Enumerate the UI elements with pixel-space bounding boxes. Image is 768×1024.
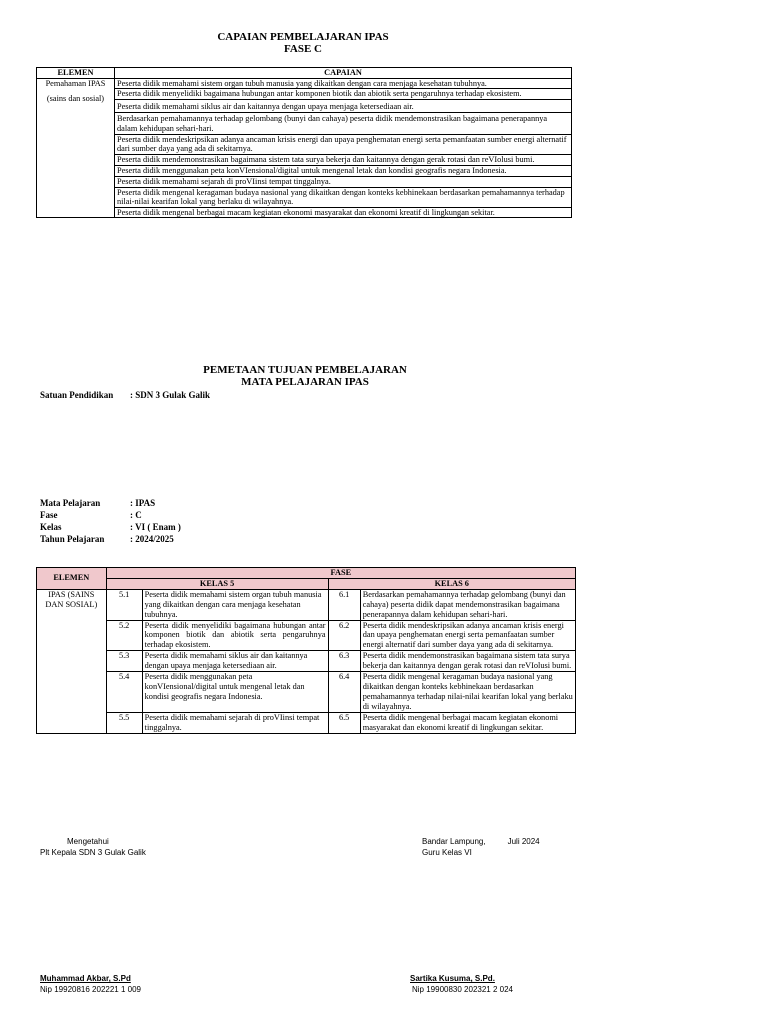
tp-text-kelas6: Peserta didik mendeskripsikan adanya ancaman krisis energi dan upaya penghematan energi serta pemanfaatan sumber energi alternatif dari sumber daya yang ada di sekitarnya. [360,620,575,651]
capaian-elemen-line1: Pemahaman IPAS [45,78,106,88]
capaian-header-row [37,68,572,79]
satuan-value: : SDN 3 Gulak Galik [130,390,211,400]
pemetaan-header-kelas5: KELAS 5 [106,578,328,589]
left-signature-header [67,836,109,847]
pemetaan-title-line1: PEMETAAN TUJUAN PEMBELAJARAN [203,364,407,376]
pemetaan-title-line2: MATA PELAJARAN IPAS [241,376,369,388]
satuan-pendidikan [40,389,210,401]
capaian-title-line1: CAPAIAN PEMBELAJARAN IPAS [217,31,389,43]
capaian-cell: Peserta didik mengenal keragaman budaya nasional yang dikaitkan dengan konteks kebhinekaan berdasarkan pemahamannya terhadap nilai-nilai kearifan lokal yang berlaku di wilayahnya. [115,187,572,207]
pemetaan-elemen-cell: IPAS (SAINS DAN SOSIAL) [37,589,107,733]
tp-text-kelas5: Peserta didik menyelidiki bagaimana hubungan antar komponen biotik dan abiotik serta pengaruhnya terhadap ekosistem. [142,620,328,651]
capaian-cell: Peserta didik memahami sistem organ tubuh manusia yang dikaitkan dengan cara menjaga kesehatan tubuhnya. [115,78,572,89]
capaian-title-line2: FASE C [284,43,322,55]
info-label: Kelas [40,522,62,532]
tp-number-kelas5: 5.3 [106,651,142,672]
tp-number-kelas6: 6.2 [328,620,360,651]
capaian-row [37,113,572,134]
tp-number-kelas6: 6.3 [328,651,360,672]
tp-text-kelas5: Peserta didik menggunakan peta konVIensional/digital untuk mengenal letak dan kondisi geografis negara Indonesia. [142,672,328,713]
tp-text-kelas5: Peserta didik memahami sistem organ tubuh manusia yang dikaitkan dengan cara menjaga kesehatan tubuhnya. [142,589,328,620]
tp-text-kelas6: Peserta didik mengenal berbagai macam kegiatan ekonomi masyarakat dan ekonomi kreatif di lingkungan sekitar. [360,712,575,733]
tp-number-kelas5: 5.1 [106,589,142,620]
pemetaan-table [36,567,576,734]
pemetaan-title [150,364,460,388]
right-sig-line2: Guru Kelas VI [422,848,472,857]
capaian-header-capaian: CAPAIAN [115,68,572,79]
right-sig-nip: Nip 19900830 202321 2 024 [412,985,513,994]
pemetaan-header-kelas-row [37,578,576,589]
left-signature-role [40,847,146,858]
tp-text-kelas6: Peserta didik mengenal keragaman budaya nasional yang dikaitkan dengan konteks kebhinekaan berdasarkan pemahamannya terhadap nilai-nilai kearifan lokal yang berlaku di wilayahnya. [360,672,575,713]
capaian-cell: Peserta didik memahami sejarah di proVIinsi tempat tinggalnya. [115,176,572,187]
info-value: : VI ( Enam ) [130,522,181,532]
tp-number-kelas5: 5.2 [106,620,142,651]
capaian-cell: Berdasarkan pemahamannya terhadap gelombang (bunyi dan cahaya) peserta didik mendemonstrasikan bagaimana penerapannya dalam kehidupan sehari-hari. [115,113,572,134]
capaian-title [150,31,456,55]
info-row-kelas [40,521,181,533]
pemetaan-header-row [37,568,576,579]
info-label: Fase [40,510,58,520]
capaian-cell: Peserta didik memahami siklus air dan kaitannya dengan upaya menjaga ketersediaan air. [115,99,572,113]
capaian-cell: Peserta didik menyelidiki bagaimana hubungan antar komponen biotik dan abiotik serta pengaruhnya terhadap ekosistem. [115,89,572,100]
left-sig-line2: Plt Kepala SDN 3 Gulak Galik [40,848,146,857]
tp-number-kelas6: 6.5 [328,712,360,733]
tp-text-kelas6: Berdasarkan pemahamannya terhadap gelombang (bunyi dan cahaya) peserta didik dapat mendemonstrasikan bagaimana penerapannya dalam kehidupan sehari-hari. [360,589,575,620]
tp-text-kelas5: Peserta didik memahami sejarah di proVIinsi tempat tinggalnya. [142,712,328,733]
capaian-header-elemen: ELEMEN [37,68,115,79]
pemetaan-header-fase: FASE [106,568,575,579]
right-signature-block [410,973,513,995]
tp-number-kelas6: 6.1 [328,589,360,620]
capaian-row [37,154,572,166]
info-row-tahun [40,533,181,545]
capaian-row [37,187,572,207]
right-sig-place: Bandar Lampung, [422,837,486,846]
info-value: : C [130,510,142,520]
tp-number-kelas5: 5.4 [106,672,142,713]
capaian-row [37,207,572,218]
capaian-cell: Peserta didik menggunakan peta konVIensional/digital untuk mengenal letak dan kondisi geografis negara Indonesia. [115,166,572,177]
info-label: Tahun Pelajaran [40,534,105,544]
left-signature-block [40,973,141,995]
info-block [40,497,181,545]
capaian-row [37,166,572,177]
info-row-mapel [40,497,181,509]
right-sig-name: Sartika Kusuma, S.Pd. [410,974,495,983]
pemetaan-row [37,620,576,651]
info-value: : 2024/2025 [130,534,174,544]
capaian-cell: Peserta didik mendemonstrasikan bagaimana sistem tata surya bekerja dan kaitannya dengan gerak rotasi dan reVIolusi bumi. [115,154,572,166]
capaian-row [37,176,572,187]
capaian-elemen-line2: (sains dan sosial) [46,94,105,104]
info-value: : IPAS [130,498,156,508]
pemetaan-row [37,651,576,672]
info-row-fase [40,509,181,521]
capaian-row [37,89,572,100]
capaian-table [36,67,572,218]
pemetaan-row [37,672,576,713]
left-sig-line1: Mengetahui [67,837,109,846]
capaian-cell: Peserta didik mendeskripsikan adanya ancaman krisis energi dan upaya penghematan energi serta pemanfaatan sumber energi alternatif dari sumber daya yang ada di sekitarnya. [115,134,572,154]
capaian-row [37,78,572,89]
tp-text-kelas5: Peserta didik memahami siklus air dan kaitannya dengan upaya menjaga ketersediaan air. [142,651,328,672]
pemetaan-header-kelas6: KELAS 6 [328,578,575,589]
capaian-elemen-cell [37,78,115,218]
capaian-row [37,99,572,113]
tp-number-kelas6: 6.4 [328,672,360,713]
pemetaan-header-elemen: ELEMEN [37,568,107,590]
capaian-row [37,134,572,154]
capaian-cell: Peserta didik mengenal berbagai macam kegiatan ekonomi masyarakat dan ekonomi kreatif di lingkungan sekitar. [115,207,572,218]
tp-number-kelas5: 5.5 [106,712,142,733]
satuan-label: Satuan Pendidikan [40,390,114,400]
tp-text-kelas6: Peserta didik mendemonstrasikan bagaimana sistem tata surya bekerja dan kaitannya dengan gerak rotasi dan reVIolusi bumi. [360,651,575,672]
pemetaan-row [37,712,576,733]
left-sig-name: Muhammad Akbar, S.Pd [40,974,131,983]
right-sig-date: Juli 2024 [507,837,540,846]
left-sig-nip: Nip 19920816 202221 1 009 [40,985,141,994]
pemetaan-row [37,589,576,620]
info-label: Mata Pelajaran [40,498,101,508]
right-signature-header [422,836,540,858]
